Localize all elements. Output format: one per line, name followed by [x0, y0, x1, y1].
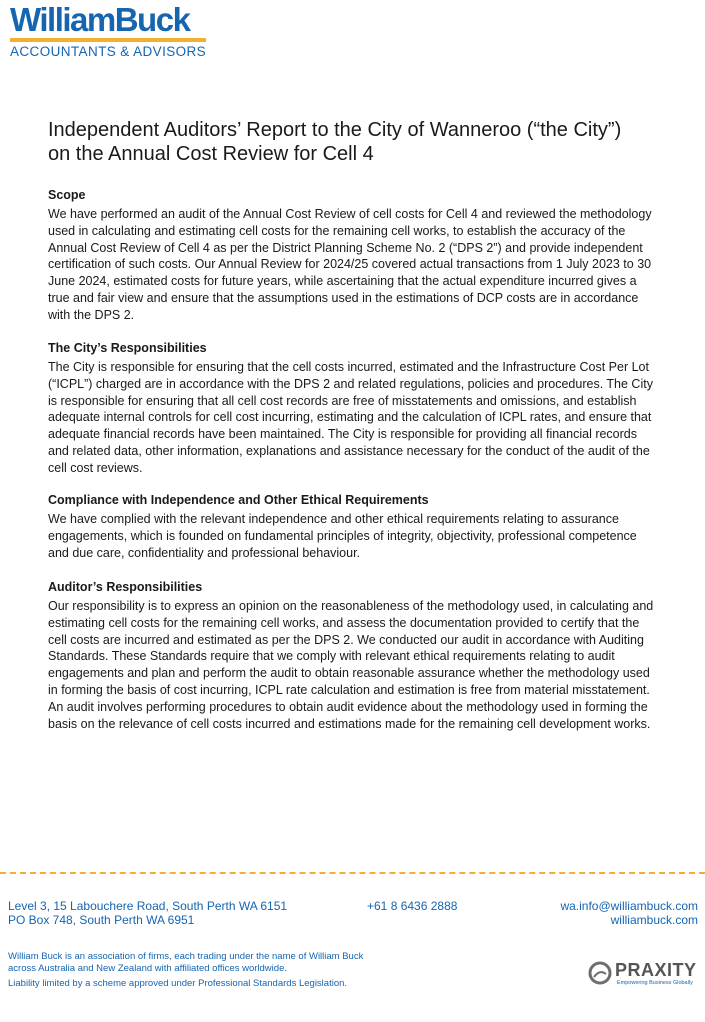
section-body: The City is responsible for ensuring that the cell costs incurred, estimated and the Infrastructure Cost Per Lot (“ICPL”) charged are in accordance with the DPS 2 and related regulations, policies and procedures. The City is responsible for ensuring that all cell cost records are free of misstatements and omissions, and establish adequate internal controls for cell cost incurring, estimating and the calculation of ICPL rates, and ensure that adequate financial records have been maintained. The City is responsible for providing all financial records and related data, other information, explanations and assistance necessary for the conduct of the audit of the cell cost reviews. [48, 360, 653, 475]
logo-tagline: ACCOUNTANTS & ADVISORS [10, 44, 207, 59]
section-body: Our responsibility is to express an opinion on the reasonableness of the methodology used, in calculating and estimating cell costs for the remaining cell works, and assess the documentation provided to certify that the cell costs are incurred and estimated as per the DPS 2. We conducted our audit in accordance with Auditing Standards. These Standards require that we comply with relevant ethical requirements relating to audit engagements and plan and perform the audit to obtain reasonable assurance whether the methodology used in forming the basis of cost incurring, ICPL rate calculation and estimation is free from material misstatement. An audit involves performing procedures to obtain audit evidence about the methodology used in forming the basis on the relevance of cell costs incurred and estimations made for the remaining cell development works. [48, 599, 654, 731]
logo-underline [10, 38, 206, 42]
section-body: We have performed an audit of the Annual Cost Review of cell costs for Cell 4 and reviewed the methodology used in calculating and estimating cell costs for the remaining cell works, to establish the accuracy of the Annual Cost Review of Cell 4 as per the District Planning Scheme No. 2 (“DPS 2”) and provide independent certification of such costs. Our Annual Review for 2024/25 covered actual transactions from 1 July 2023 to 30 June 2024, estimated costs for future years, while ascertaining that the actual expenditure incurred gives a true and fair view and ensure that the assumptions used in the estimations of DCP costs are in accordance with the DPS 2. [48, 207, 652, 322]
footer-address-line2: PO Box 748, South Perth WA 6951 [8, 913, 195, 927]
william-buck-logo [10, 2, 210, 60]
section-compliance [48, 492, 660, 561]
praxity-swirl-icon [587, 960, 613, 986]
footer-address-line1: Level 3, 15 Labouchere Road, South Perth WA 6151 [8, 899, 288, 913]
footer-association-line2: across Australia and New Zealand with affiliated offices worldwide. [8, 963, 287, 974]
praxity-tagline: Empowering Business Globally [617, 980, 693, 986]
section-scope [48, 187, 660, 324]
section-heading: The City’s Responsibilities [48, 341, 207, 355]
report-title [48, 118, 678, 166]
footer-phone: +61 8 6436 2888 [367, 899, 458, 913]
section-city-responsibilities [48, 340, 660, 477]
report-title-line1: Independent Auditors’ Report to the City of Wanneroo (“the City”) [48, 119, 622, 141]
footer-divider [0, 872, 705, 874]
logo-name: WilliamBuck [10, 1, 190, 38]
section-heading: Auditor’s Responsibilities [48, 580, 203, 594]
footer-email[interactable]: wa.info@williambuck.com [560, 899, 698, 913]
praxity-name: PRAXITY [615, 960, 697, 980]
footer-association-line1: William Buck is an association of firms, each trading under the name of William Buck [8, 951, 364, 962]
section-body: We have complied with the relevant independence and other ethical requirements relating to assurance engagements, which is founded on fundamental principles of integrity, objectivity, professional competence and due care, confidentiality and professional behaviour. [48, 512, 637, 560]
footer-website[interactable]: williambuck.com [610, 913, 698, 927]
praxity-logo [587, 960, 702, 990]
section-heading: Compliance with Independence and Other Ethical Requirements [48, 493, 429, 507]
section-auditor-responsibilities [48, 579, 660, 732]
section-heading: Scope [48, 188, 86, 202]
report-title-line2: on the Annual Cost Review for Cell 4 [48, 143, 374, 165]
footer-liability: Liability limited by a scheme approved under Professional Standards Legislation. [8, 978, 348, 989]
